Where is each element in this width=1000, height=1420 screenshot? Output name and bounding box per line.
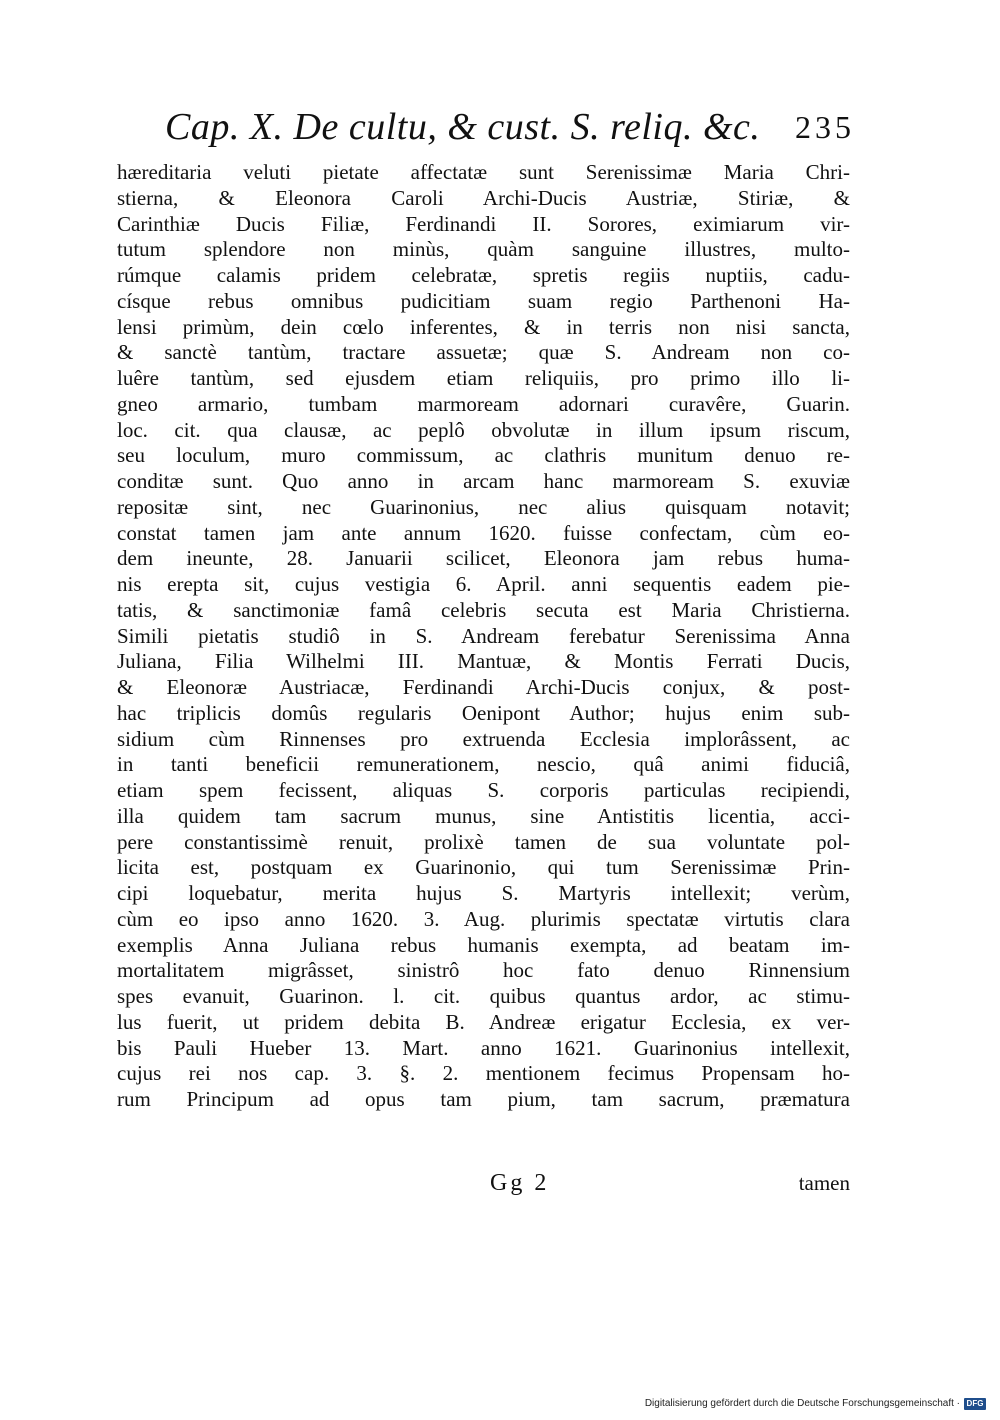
running-head (165, 102, 855, 152)
text-line: cipi loquebatur, merita hujus S. Martyris intellexit; verùm, (117, 881, 850, 905)
text-line: spes evanuit, Guarinon. l. cit. quibus quantus ardor, ac stimu- (117, 984, 850, 1008)
text-line: etiam spem fecissent, aliquas S. corporis particulas recipiendi, (117, 778, 850, 802)
text-line: exemplis Anna Juliana rebus humanis exempta, ad beatam im- (117, 932, 850, 957)
funding-banner (645, 1396, 986, 1412)
funding-text: Digitalisierung gefördert durch die Deutsche Forschungsgemeinschaft · (644, 1398, 960, 1409)
text-line: tatis, & sanctimoniæ famâ celebris secuta est Maria Christierna. (117, 597, 850, 622)
text-line: luêre tantùm, sed ejusdem etiam reliquiis, pro primo illo li- (117, 366, 850, 390)
chapter-title: Cap. X. De cultu, & cust. S. reliq. &c. (165, 106, 761, 148)
text-line: rum Principum ad opus tam pium, tam sacrum, præmatura (117, 1087, 850, 1111)
text-line: Juliana, Filia Wilhelmi III. Mantuæ, & Montis Ferrati Ducis, (117, 649, 850, 674)
text-line: cùm eo ipso anno 1620. 3. Aug. plurimis spectatæ virtutis clara (117, 906, 850, 931)
text-line: lensi primùm, dein cœlo inferentes, & in terris non nisi sancta, (117, 314, 850, 339)
text-line: & sanctè tantùm, tractare assuetæ; quæ S. Andream non co- (117, 340, 850, 365)
text-line: Carinthiæ Ducis Filiæ, Ferdinandi II. Sorores, eximiarum vir- (117, 211, 850, 236)
printer-signature: Gg 2 (490, 1170, 550, 1196)
text-line: nis erepta sit, cujus vestigia 6. April. anni sequentis eadem pie- (117, 572, 850, 596)
body-text (117, 160, 850, 1113)
catchword: tamen (798, 1171, 850, 1195)
text-line: lus fuerit, ut pridem debita B. Andreæ erigatur Ecclesia, ex ver- (117, 1009, 850, 1034)
text-line: conditæ sunt. Quo anno in arcam hanc marmoream S. exuviæ (117, 469, 850, 493)
text-line: hac triplicis domûs regularis Oenipont Author; hujus enim sub- (117, 700, 850, 725)
text-line: mortalitatem migrâsset, sinistrô hoc fato denuo Rinnensium (117, 958, 850, 983)
text-line: & Eleonoræ Austriacæ, Ferdinandi Archi-Ducis conjux, & post- (117, 675, 850, 699)
text-line: loc. cit. qua clausæ, ac peplô obvolutæ in illum ipsum riscum, (117, 417, 850, 442)
text-line: illa quidem tam sacrum munus, sine Antistitis licentia, acci- (117, 803, 850, 828)
text-line: rúmque calamis pridem celebratæ, spretis regiis nuptiis, cadu- (117, 263, 850, 287)
text-line: bis Pauli Hueber 13. Mart. anno 1621. Guarinonius intellexit, (117, 1035, 850, 1060)
text-line: císque rebus omnibus pudicitiam suam regio Parthenoni Ha- (117, 288, 850, 313)
text-line: sidium cùm Rinnenses pro extruenda Ecclesia implorâssent, ac (117, 726, 850, 751)
text-line: licita est, postquam ex Guarinonio, qui tum Serenissimæ Prin- (117, 855, 850, 880)
text-line: repositæ sint, nec Guarinonius, nec alius quisquam notavit; (117, 494, 850, 519)
page-number: 235 (795, 109, 855, 145)
text-line: dem ineunte, 28. Januarii scilicet, Eleonora jam rebus huma- (117, 546, 850, 571)
text-line: pere constantissimè renuit, prolixè tamen de sua voluntate pol- (117, 829, 850, 854)
text-line: constat tamen jam ante annum 1620. fuisse confectam, cùm eo- (117, 520, 850, 545)
text-line: gneo armario, tumbam marmoream adornari curavêre, Guarin. (117, 391, 850, 416)
text-line: in tanti beneficii remunerationem, nescio, quâ animi fiduciâ, (117, 752, 850, 777)
page-footer (117, 1166, 850, 1200)
text-line: cujus rei nos cap. 3. §. 2. mentionem fecimus Propensam ho- (117, 1061, 850, 1086)
text-line: stierna, & Eleonora Caroli Archi-Ducis Austriæ, Stiriæ, & (117, 185, 850, 210)
dfg-logo: DFG (964, 1398, 986, 1410)
text-line: seu loculum, muro commissum, ac clathris munitum denuo re- (117, 443, 850, 468)
text-line: tutum splendore non minùs, quàm sanguine illustres, multo- (117, 237, 850, 262)
text-line: hæreditaria veluti pietate affectatæ sunt Serenissimæ Maria Chri- (117, 160, 850, 184)
text-line: Simili pietatis studiô in S. Andream ferebatur Serenissima Anna (117, 623, 850, 648)
